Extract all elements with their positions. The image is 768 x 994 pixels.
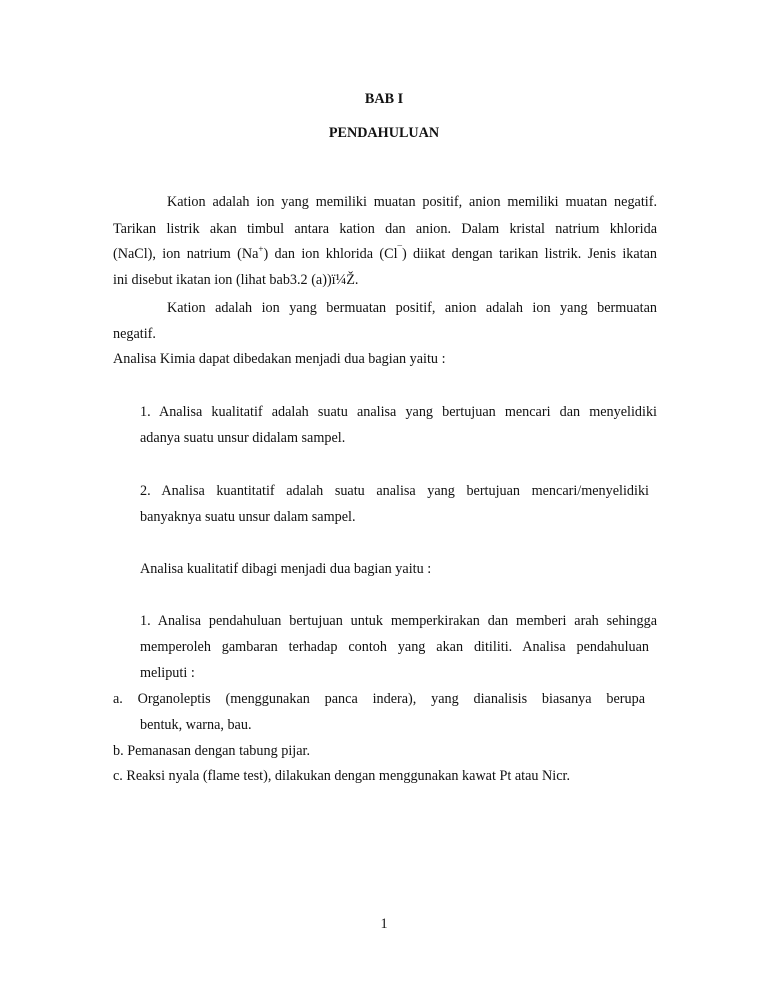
list1-item1-line-1: 1. Analisa kualitatif adalah suatu analisa yang bertujuan mencari dan menyelidiki [140, 404, 657, 420]
intro-line-1: Kation adalah ion yang memiliki muatan positif, anion memiliki muatan negatif. [167, 194, 657, 210]
paragraph2-line-1: Kation adalah ion yang bermuatan positif, anion adalah ion yang bermuatan [167, 300, 657, 316]
intro-line-4: ini disebut ikatan ion (lihat bab3.2 (a))ï¼Ž. [113, 272, 359, 288]
intro-line-2: Tarikan listrik akan timbul antara kation dan anion. Dalam kristal natrium khlorida [113, 221, 657, 237]
intro-line-3: (NaCl), ion natrium (Na+) dan ion khlorida (Cl¯) diikat dengan tarikan listrik. Jenis ikatan [113, 244, 657, 262]
list2-c: c. Reaksi nyala (flame test), dilakukan dengan menggunakan kawat Pt atau Nicr. [113, 768, 570, 784]
list2-item1-line-1: 1. Analisa pendahuluan bertujuan untuk memperkirakan dan memberi arah sehingga [140, 613, 657, 629]
list1-item1-line-2: adanya suatu unsur didalam sampel. [140, 430, 346, 446]
list2-item1-line-2: memperoleh gambaran terhadap contoh yang akan ditiliti. Analisa pendahuluan [140, 639, 649, 655]
chapter-label: BAB I [364, 91, 404, 107]
paragraph3: Analisa Kimia dapat dibedakan menjadi dua bagian yaitu : [113, 351, 446, 367]
list2-a-line-2: bentuk, warna, bau. [140, 717, 252, 733]
list1-item2-line-1: 2. Analisa kuantitatif adalah suatu analisa yang bertujuan mencari/menyelidiki [140, 483, 649, 499]
list2-item1-line-3: meliputi : [140, 665, 195, 681]
list1-item2-line-2: banyaknya suatu unsur dalam sampel. [140, 509, 356, 525]
chapter-title: PENDAHULUAN [328, 125, 440, 141]
list2-b: b. Pemanasan dengan tabung pijar. [113, 743, 310, 759]
page-number: 1 [380, 916, 388, 932]
paragraph2-line-2: negatif. [113, 326, 156, 342]
list2-a-line-1: a. Organoleptis (menggunakan panca indera), yang dianalisis biasanya berupa [113, 691, 645, 707]
sub-intro: Analisa kualitatif dibagi menjadi dua bagian yaitu : [140, 561, 432, 577]
